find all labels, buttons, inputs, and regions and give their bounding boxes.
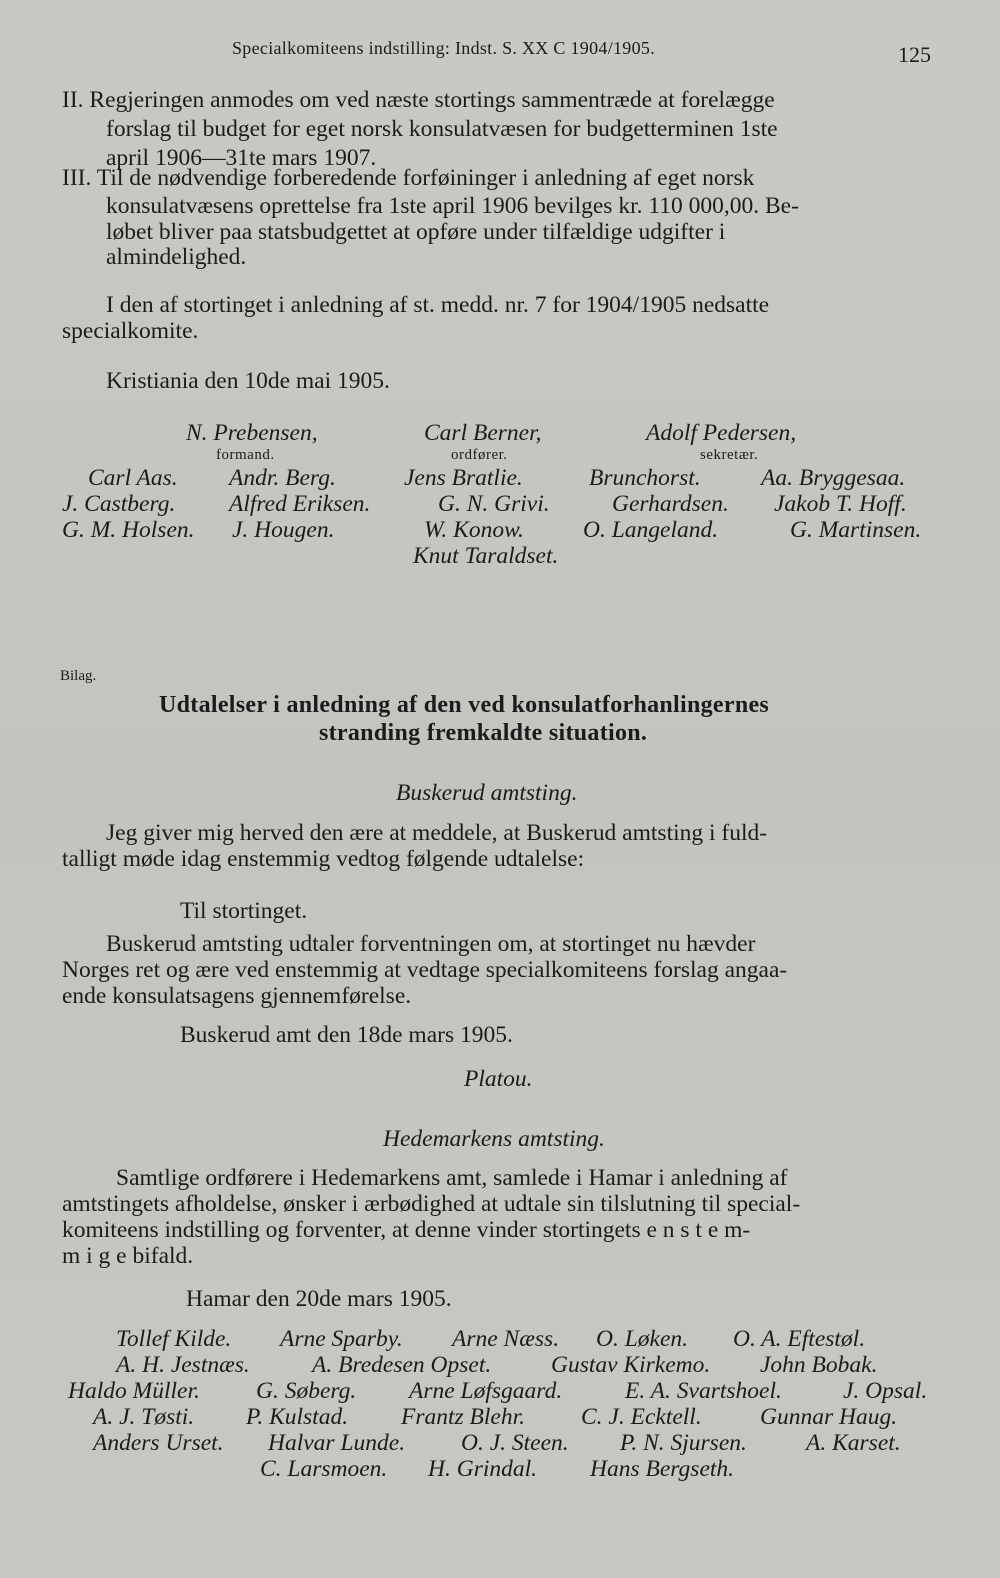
buskerud-intro-line-1: Jeg giver mig herved den ære at meddele, at Buskerud amtsting i fuld-	[106, 820, 768, 846]
signature: E. A. Svartshoel.	[625, 1378, 782, 1404]
member-signature: G. Martinsen.	[790, 517, 922, 543]
signature: Arne Løfsgaard.	[409, 1378, 563, 1404]
signature: Tollef Kilde.	[116, 1326, 232, 1352]
resolution-iii-line-4: almindelighed.	[106, 244, 247, 270]
member-signature: Jakob T. Hoff.	[774, 491, 907, 517]
hedemarken-date: Hamar den 20de mars 1905.	[186, 1286, 452, 1312]
signature: Halvar Lunde.	[268, 1430, 406, 1456]
buskerud-signature: Platou.	[464, 1066, 533, 1092]
signature: J. Opsal.	[843, 1378, 928, 1404]
resolution-iii-line-1: III. Til de nødvendige forberedende forføininger i anledning af eget norsk	[62, 165, 755, 191]
buskerud-statement-line-3: ende konsulatsagens gjennemførelse.	[62, 983, 412, 1009]
resolution-ii-line-2: forslag til budget for eget norsk konsulatvæsen for budgetterminen 1ste	[106, 116, 778, 142]
appendix-title-line-1: Udtalelser i anledning af den ved konsulatforhanlingernes	[159, 692, 770, 718]
officer-name: N. Prebensen,	[186, 420, 318, 446]
member-signature: Knut Taraldset.	[413, 543, 559, 569]
signature: P. Kulstad.	[246, 1404, 349, 1430]
officer-role: formand.	[216, 447, 275, 463]
hedemarken-text-line-2: amtstingets afholdelse, ønsker i ærbødighed at udtale sin tilslutning til special-	[62, 1191, 801, 1217]
signature: G. Søberg.	[256, 1378, 357, 1404]
member-signature: J. Hougen.	[232, 517, 335, 543]
signature: A. H. Jestnæs.	[116, 1352, 250, 1378]
member-signature: Andr. Berg.	[229, 465, 336, 491]
signature: O. A. Eftestøl.	[733, 1326, 866, 1352]
signature: John Bobak.	[760, 1352, 878, 1378]
buskerud-date: Buskerud amt den 18de mars 1905.	[180, 1022, 513, 1048]
signature: Anders Urset.	[93, 1430, 224, 1456]
hedemarken-text-line-1: Samtlige ordførere i Hedemarkens amt, samlede i Hamar i anledning af	[116, 1165, 788, 1191]
hedemarken-text-line-3: komiteens indstilling og forventer, at denne vinder stortingets e n s t e m-	[62, 1217, 751, 1243]
signature: Haldo Müller.	[68, 1378, 200, 1404]
member-signature: J. Castberg.	[62, 491, 176, 517]
committee-note-line-1: I den af stortinget i anledning af st. medd. nr. 7 for 1904/1905 nedsatte	[106, 292, 770, 318]
signature: A. J. Tøsti.	[93, 1404, 195, 1430]
officer-name: Carl Berner,	[424, 420, 542, 446]
running-title: Specialkomiteens indstilling: Indst. S. XX C 1904/1905.	[232, 38, 655, 58]
signature: Hans Bergseth.	[590, 1456, 735, 1482]
hedemarken-text-line-4: m i g e bifald.	[62, 1243, 194, 1269]
signature: Frantz Blehr.	[401, 1404, 526, 1430]
signature: P. N. Sjursen.	[620, 1430, 747, 1456]
buskerud-statement-line-2: Norges ret og ære ved enstemmig at vedtage specialkomiteens forslag angaa-	[62, 957, 788, 983]
member-signature: Gerhardsen.	[612, 491, 729, 517]
member-signature: Alfred Eriksen.	[229, 491, 371, 517]
member-signature: Brunchorst.	[589, 465, 701, 491]
member-signature: G. M. Holsen.	[62, 517, 195, 543]
signature: Gustav Kirkemo.	[551, 1352, 711, 1378]
signature: Arne Sparby.	[280, 1326, 403, 1352]
signature: H. Grindal.	[428, 1456, 538, 1482]
hedemarken-heading: Hedemarkens amtsting.	[383, 1126, 605, 1152]
signature: A. Bredesen Opset.	[312, 1352, 492, 1378]
resolution-iii-line-2: konsulatvæsens oprettelse fra 1ste april 1906 bevilges kr. 110 000,00. Be-	[106, 193, 799, 219]
place-date: Kristiania den 10de mai 1905.	[106, 368, 390, 394]
signature: Arne Næss.	[452, 1326, 560, 1352]
resolution-iii-line-3: løbet bliver paa statsbudgettet at opføre under tilfældige udgifter i	[106, 219, 726, 245]
member-signature: Carl Aas.	[88, 465, 178, 491]
signature: A. Karset.	[806, 1430, 901, 1456]
appendix-title-line-2: stranding fremkaldte situation.	[319, 720, 648, 746]
signature: C. J. Ecktell.	[581, 1404, 702, 1430]
officer-role: ordfører.	[451, 447, 508, 463]
buskerud-intro-line-2: talligt møde idag enstemmig vedtog følgende udtalelse:	[62, 846, 585, 872]
member-signature: Aa. Bryggesaa.	[761, 465, 906, 491]
resolution-ii-line-1: II. Regjeringen anmodes om ved næste stortings sammentræde at forelægge	[62, 87, 775, 113]
signature: C. Larsmoen.	[260, 1456, 388, 1482]
member-signature: W. Konow.	[424, 517, 524, 543]
signature: O. J. Steen.	[461, 1430, 569, 1456]
officer-role: sekretær.	[700, 447, 759, 463]
buskerud-heading: Buskerud amtsting.	[396, 780, 578, 806]
member-signature: G. N. Grivi.	[438, 491, 550, 517]
committee-note-line-2: specialkomite.	[62, 318, 199, 344]
member-signature: Jens Bratlie.	[404, 465, 523, 491]
bilag-label: Bilag.	[60, 668, 97, 684]
member-signature: O. Langeland.	[583, 517, 719, 543]
buskerud-statement-line-1: Buskerud amtsting udtaler forventningen om, at stortinget nu hævder	[106, 931, 756, 957]
officer-name: Adolf Pedersen,	[646, 420, 797, 446]
signature: Gunnar Haug.	[760, 1404, 898, 1430]
buskerud-addressee: Til stortinget.	[180, 898, 308, 924]
resolution-ii-line-3: april 1906—31te mars 1907.	[106, 145, 377, 171]
page-number: 125	[898, 42, 931, 67]
signature: O. Løken.	[596, 1326, 689, 1352]
